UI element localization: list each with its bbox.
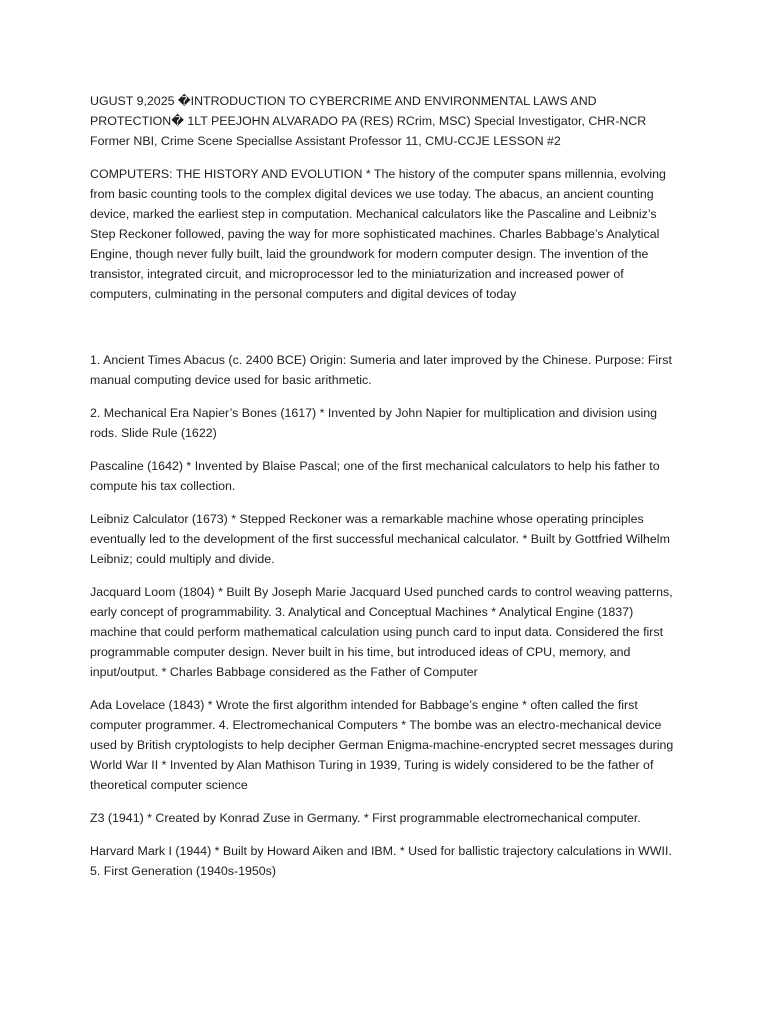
section-harvard: Harvard Mark I (1944) * Built by Howard Aiken and IBM. * Used for ballistic trajectory calculations in WWII. 5. First Generation (1940s-1950s)	[90, 844, 672, 878]
section-leibniz: Leibniz Calculator (1673) * Stepped Reckoner was a remarkable machine whose operating principles eventually led to the development of the first successful mechanical calculator. * Built by Gottfried Wilhelm Leibniz; could multiply and divide.	[90, 512, 670, 566]
document-page	[90, 91, 680, 894]
section-napier: 2. Mechanical Era Napier’s Bones (1617) * Invented by John Napier for multiplication and division using rods. Slide Rule (1622)	[90, 406, 658, 440]
section-jacquard: Jacquard Loom (1804) * Built By Joseph Marie Jacquard Used punched cards to control weaving patterns, early concept of programmability. 3. Analytical and Conceptual Machines * Analytical Engine (1837) machine that could perform mathematical calculation using punch card to input data. Considered the first programmable computer design. Never built in his time, but introduced ideas of CPU, memory, and input/output. * Charles Babbage considered as the Father of Computer	[90, 585, 673, 679]
section-z3: Z3 (1941) * Created by Konrad Zuse in Germany. * First programmable electromechanical computer.	[90, 811, 641, 825]
document-header: UGUST 9,2025 �INTRODUCTION TO CYBERCRIME AND ENVIRONMENTAL LAWS AND PROTECTION� 1LT PEEJOHN ALVARADO PA (RES) RCrim, MSC) Special Investigator, CHR-NCR Former NBI, Crime Scene Speciallse Assistant Professor 11, CMU-CCJE LESSON #2	[90, 94, 647, 148]
paragraph-gap	[90, 317, 680, 350]
intro-paragraph: COMPUTERS: THE HISTORY AND EVOLUTION * The history of the computer spans millennia, evolving from basic counting tools to the complex digital devices we use today. The abacus, an ancient counting device, marked the earliest step in computation. Mechanical calculators like the Pascaline and Leibniz’s Step Reckoner followed, paving the way for more sophisticated machines. Charles Babbage’s Analytical Engine, though never fully built, laid the groundwork for modern computer design. The invention of the transistor, integrated circuit, and microprocessor led to the miniaturization and increased power of computers, culminating in the personal computers and digital devices of today	[90, 167, 666, 301]
section-pascaline: Pascaline (1642) * Invented by Blaise Pascal; one of the first mechanical calculators to help his father to compute his tax collection.	[90, 459, 660, 493]
section-lovelace: Ada Lovelace (1843) * Wrote the first algorithm intended for Babbage’s engine * often called the first computer programmer. 4. Electromechanical Computers * The bombe was an electro-mechanical device used by British cryptologists to help decipher German Enigma-machine-encrypted secret messages during World War II * Invented by Alan Mathison Turing in 1939, Turing is widely considered to be the father of theoretical computer science	[90, 698, 674, 792]
section-abacus: 1. Ancient Times Abacus (c. 2400 BCE) Origin: Sumeria and later improved by the Chinese. Purpose: First manual computing device used for basic arithmetic.	[90, 353, 672, 387]
